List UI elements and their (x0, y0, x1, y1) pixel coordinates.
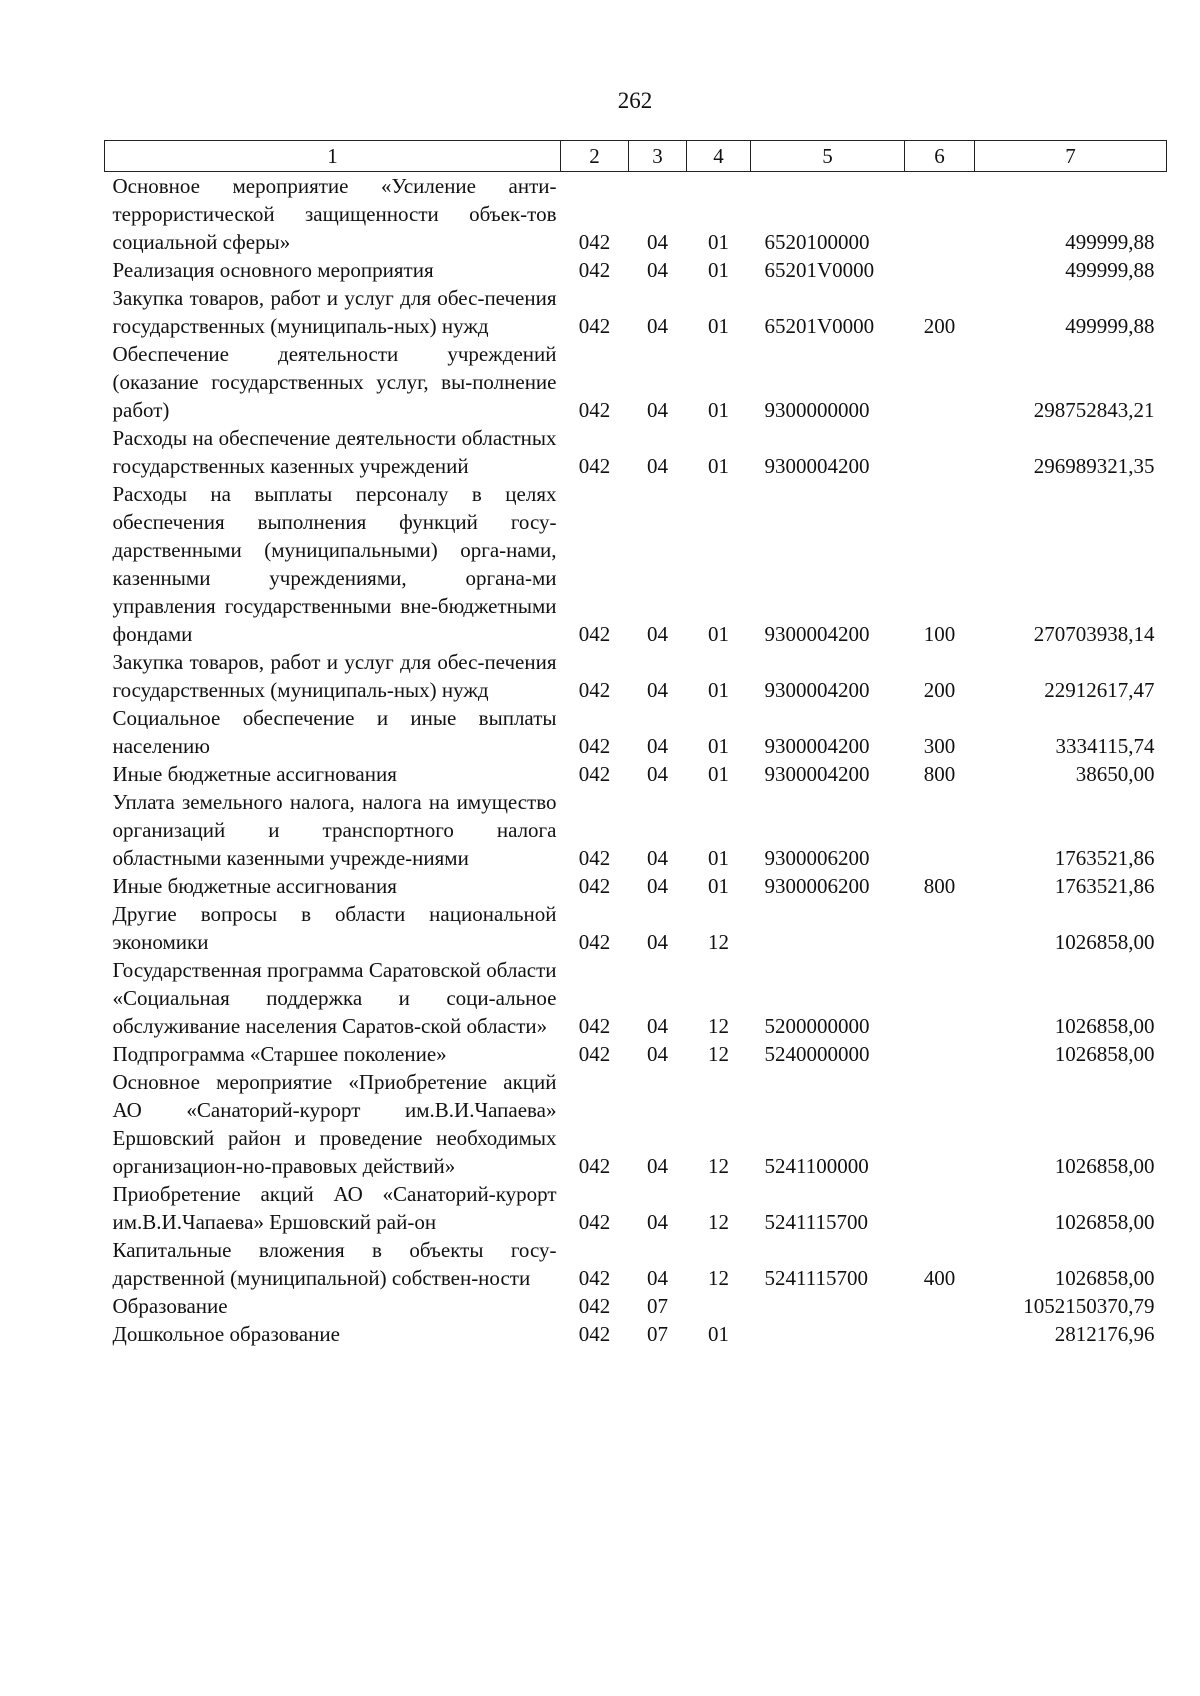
table-row (105, 256, 1167, 284)
row-target-article: 9300004200 (764, 622, 870, 646)
row-expense-type (905, 340, 975, 424)
row-subsection (687, 1292, 751, 1320)
row-name: Другие вопросы в области национальной экономики (112, 902, 557, 954)
table-row (105, 1068, 1167, 1180)
row-amount: 1026858,00 (1054, 1154, 1155, 1178)
row-section: 04 (647, 874, 668, 898)
row-expense-type (905, 1180, 975, 1236)
row-name: Расходы на выплаты персоналу в целях обеспечения выполнения функций госу-дарственными (муниципальными) орга-нами, казенными учреждениями, органа-ми управления государственными вне-бюджетными фондами (112, 482, 557, 646)
row-target-article: 5200000000 (764, 1014, 870, 1038)
row-expense-type: 800 (923, 874, 956, 898)
row-target-article (751, 900, 905, 956)
row-section: 04 (647, 1210, 668, 1234)
row-code: 042 (578, 1014, 611, 1038)
row-subsection: 12 (708, 1266, 729, 1290)
row-amount: 296989321,35 (1033, 454, 1155, 478)
row-section: 04 (647, 734, 668, 758)
row-expense-type: 200 (923, 314, 956, 338)
row-expense-type (905, 1320, 975, 1348)
row-section: 04 (647, 230, 668, 254)
row-code: 042 (578, 258, 611, 282)
row-target-article: 9300004200 (764, 454, 870, 478)
column-header: 1 (105, 141, 561, 172)
row-section: 04 (647, 314, 668, 338)
row-section: 04 (647, 1042, 668, 1066)
row-target-article: 9300006200 (764, 846, 870, 870)
row-code: 042 (578, 874, 611, 898)
row-section: 04 (647, 454, 668, 478)
row-expense-type (905, 172, 975, 257)
row-expense-type (905, 1068, 975, 1180)
row-expense-type: 200 (923, 678, 956, 702)
row-section: 07 (647, 1322, 668, 1346)
row-section: 04 (647, 1266, 668, 1290)
row-code: 042 (578, 1042, 611, 1066)
row-expense-type (905, 1292, 975, 1320)
row-target-article: 9300006200 (764, 874, 870, 898)
row-amount: 38650,00 (1075, 762, 1155, 786)
column-header: 6 (905, 141, 975, 172)
row-subsection: 12 (708, 1210, 729, 1234)
row-target-article: 5241115700 (764, 1266, 868, 1290)
column-header: 4 (687, 141, 751, 172)
row-amount: 2812176,96 (1054, 1322, 1155, 1346)
table-row (105, 1236, 1167, 1292)
column-header: 5 (751, 141, 905, 172)
row-expense-type (905, 1040, 975, 1068)
row-target-article: 5240000000 (764, 1042, 870, 1066)
row-amount: 499999,88 (1065, 258, 1155, 282)
row-section: 07 (647, 1294, 668, 1318)
row-target-article: 5241100000 (764, 1154, 869, 1178)
table-row (105, 1040, 1167, 1068)
row-target-article (751, 1320, 905, 1348)
row-name: Основное мероприятие «Усиление анти-террористической защищенности объек-тов социальной сферы» (112, 174, 557, 254)
row-subsection: 01 (708, 678, 729, 702)
row-code: 042 (578, 678, 611, 702)
row-amount: 1052150370,79 (1023, 1294, 1155, 1318)
table-row (105, 424, 1167, 480)
row-name: Уплата земельного налога, налога на имущество организаций и транспортного налога областными казенными учрежде-ниями (112, 790, 557, 870)
row-code: 042 (578, 398, 611, 422)
table-row (105, 872, 1167, 900)
row-name: Приобретение акций АО «Санаторий-курорт им.В.И.Чапаева» Ершовский рай-он (112, 1182, 557, 1234)
table-row (105, 1180, 1167, 1236)
row-subsection: 01 (708, 314, 729, 338)
row-subsection: 01 (708, 734, 729, 758)
row-name: Капитальные вложения в объекты госу-дарственной (муниципальной) собствен-ности (112, 1238, 557, 1290)
row-amount: 499999,88 (1065, 314, 1155, 338)
column-number-header-row (105, 141, 1167, 172)
table-row (105, 704, 1167, 760)
row-amount: 1026858,00 (1054, 1210, 1155, 1234)
table-row (105, 760, 1167, 788)
table-row (105, 284, 1167, 340)
row-amount: 1026858,00 (1054, 1014, 1155, 1038)
row-amount: 3334115,74 (1055, 734, 1155, 758)
row-subsection: 01 (708, 398, 729, 422)
row-subsection: 01 (708, 846, 729, 870)
row-target-article: 9300004200 (764, 734, 870, 758)
row-target-article: 65201V0000 (764, 258, 875, 282)
row-target-article: 9300004200 (764, 762, 870, 786)
row-name: Иные бюджетные ассигнования (112, 762, 397, 786)
table-row (105, 956, 1167, 1040)
row-name: Реализация основного мероприятия (112, 258, 434, 282)
row-code: 042 (578, 846, 611, 870)
page-number: 262 (617, 88, 653, 113)
row-target-article: 9300004200 (764, 678, 870, 702)
row-subsection: 12 (708, 1154, 729, 1178)
table-row (105, 480, 1167, 648)
row-expense-type: 300 (923, 734, 956, 758)
row-code: 042 (578, 1210, 611, 1234)
row-name: Закупка товаров, работ и услуг для обес-печения государственных (муниципаль-ных) нужд (112, 650, 557, 702)
row-subsection: 01 (708, 1322, 729, 1346)
column-header: 3 (629, 141, 687, 172)
row-subsection: 12 (708, 930, 729, 954)
row-target-article: 65201V0000 (764, 314, 875, 338)
row-subsection: 01 (708, 762, 729, 786)
table-row (105, 788, 1167, 872)
column-header: 7 (975, 141, 1167, 172)
row-subsection: 01 (708, 230, 729, 254)
row-section: 04 (647, 678, 668, 702)
table-row (105, 172, 1167, 257)
row-expense-type (905, 900, 975, 956)
row-section: 04 (647, 398, 668, 422)
row-name: Основное мероприятие «Приобретение акций АО «Санаторий-курорт им.В.И.Чапаева» Ершовский район и проведение необходимых организацион-но-правовых действий» (112, 1070, 557, 1178)
row-target-article: 9300000000 (764, 398, 870, 422)
row-name: Социальное обеспечение и иные выплаты населению (112, 706, 557, 758)
row-subsection: 01 (708, 454, 729, 478)
row-code: 042 (578, 734, 611, 758)
row-name: Иные бюджетные ассигнования (112, 874, 397, 898)
row-section: 04 (647, 1154, 668, 1178)
row-code: 042 (578, 1322, 611, 1346)
row-section: 04 (647, 1014, 668, 1038)
row-name: Государственная программа Саратовской области «Социальная поддержка и соци-альное обслуживание населения Саратов-ской области» (112, 958, 557, 1038)
row-expense-type (905, 788, 975, 872)
row-name: Закупка товаров, работ и услуг для обес-печения государственных (муниципаль-ных) нужд (112, 286, 557, 338)
row-expense-type: 400 (923, 1266, 956, 1290)
row-name: Дошкольное образование (112, 1322, 340, 1346)
table-row (105, 340, 1167, 424)
row-amount: 1026858,00 (1054, 930, 1155, 954)
row-subsection: 12 (708, 1014, 729, 1038)
row-code: 042 (578, 1154, 611, 1178)
row-expense-type (905, 256, 975, 284)
row-code: 042 (578, 1294, 611, 1318)
row-amount: 1763521,86 (1054, 874, 1155, 898)
row-amount: 1026858,00 (1054, 1042, 1155, 1066)
row-amount: 1763521,86 (1054, 846, 1155, 870)
row-expense-type (905, 956, 975, 1040)
row-amount: 22912617,47 (1044, 678, 1155, 702)
row-subsection: 01 (708, 258, 729, 282)
budget-table (104, 140, 1167, 1348)
row-section: 04 (647, 762, 668, 786)
row-subsection: 01 (708, 874, 729, 898)
row-target-article (751, 1292, 905, 1320)
row-section: 04 (647, 622, 668, 646)
row-amount: 270703938,14 (1033, 622, 1155, 646)
row-code: 042 (578, 1266, 611, 1290)
row-amount: 1026858,00 (1054, 1266, 1155, 1290)
row-code: 042 (578, 314, 611, 338)
row-code: 042 (578, 762, 611, 786)
row-section: 04 (647, 258, 668, 282)
row-subsection: 01 (708, 622, 729, 646)
row-target-article: 6520100000 (764, 230, 870, 254)
row-amount: 298752843,21 (1033, 398, 1155, 422)
row-name: Подпрограмма «Старшее поколение» (112, 1042, 447, 1066)
table-row (105, 900, 1167, 956)
row-section: 04 (647, 846, 668, 870)
row-amount: 499999,88 (1065, 230, 1155, 254)
row-name: Обеспечение деятельности учреждений (оказание государственных услуг, вы-полнение работ) (112, 342, 557, 422)
row-subsection: 12 (708, 1042, 729, 1066)
table-row (105, 1320, 1167, 1348)
table-row (105, 1292, 1167, 1320)
row-code: 042 (578, 930, 611, 954)
row-name: Расходы на обеспечение деятельности областных государственных казенных учреждений (112, 426, 557, 478)
row-section: 04 (647, 930, 668, 954)
row-expense-type: 100 (923, 622, 956, 646)
row-expense-type (905, 424, 975, 480)
column-header: 2 (561, 141, 629, 172)
row-code: 042 (578, 230, 611, 254)
row-code: 042 (578, 454, 611, 478)
table-row (105, 648, 1167, 704)
row-code: 042 (578, 622, 611, 646)
row-name: Образование (112, 1294, 228, 1318)
row-target-article: 5241115700 (764, 1210, 868, 1234)
row-expense-type: 800 (923, 762, 956, 786)
